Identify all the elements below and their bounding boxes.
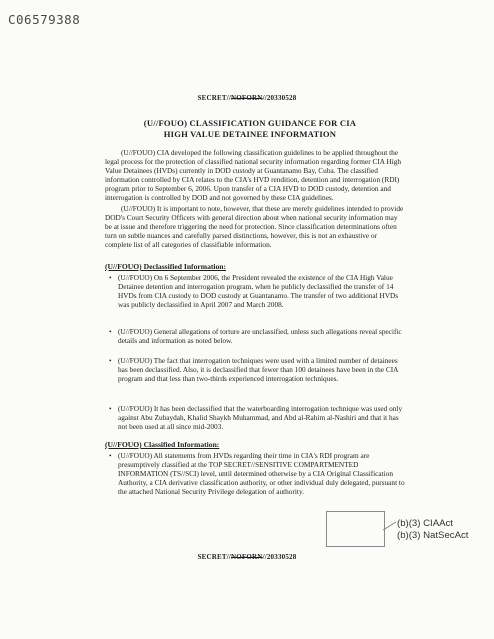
title-line-1: (U//FOUO) CLASSIFICATION GUIDANCE FOR CIA xyxy=(143,118,357,128)
marking-prefix: SECRET// xyxy=(197,94,232,102)
declassified-item xyxy=(109,327,406,346)
marking-strike: NOFORN xyxy=(231,553,263,561)
exemption-label-natsecact: (b)(3) NatSecAct xyxy=(397,530,469,541)
classification-marking-bottom xyxy=(0,553,494,561)
classification-marking-top xyxy=(0,94,494,102)
bullet-icon: • xyxy=(109,273,112,282)
redaction-box xyxy=(326,511,385,547)
bullet-icon: • xyxy=(109,451,112,460)
marking-suffix: //20330528 xyxy=(262,94,297,102)
classified-heading: (U//FOUO) Classified Information: xyxy=(105,440,220,449)
declassified-item xyxy=(109,356,406,384)
intro-p2-text: It is important to note, however, that these are merely guidelines intended to provide DOD's Court Security Officers with general direction about when national security information may be at issue and therefore triggering the need for protection. Since classification determinations often turn on subtle nuances and carefully parsed distinctions, however, this is not an exhaustive or complete list of all categories of classifiable information. xyxy=(105,204,404,250)
marking-suffix: //20330528 xyxy=(262,553,297,561)
classified-item-text: (U//FOUO) All statements from HVDs regarding their time in CIA's RDI program are presumptively classified at the TOP SECRET//SENSITIVE COMPARTMENTED INFORMATION (TS//SCI) level, until determined otherwise by a CIA Original Classification Authority, a CIA derivative classification authority, or other individual duly delegated, pursuant to the attached National Security Privilege delegation of authority. xyxy=(118,451,405,497)
declassified-item xyxy=(109,273,406,310)
classified-item xyxy=(109,451,406,497)
bullet-icon: • xyxy=(109,327,112,336)
declassified-item xyxy=(109,404,406,432)
document-title xyxy=(90,118,410,140)
declassified-item-text: (U//FOUO) On 6 September 2006, the President revealed the existence of the CIA High Value Detainee detention and interrogation program, when he publicly declassified the transfer of 14 HVDs from CIA custody to DOD custody at Guantanamo. The transfer of two additional HVDs was publicly declassified in April 2007 and March 2008. xyxy=(118,273,399,310)
declassified-item-text: (U//FOUO) General allegations of torture are unclassified, unless such allegations reveal specific details and information as noted below. xyxy=(118,327,402,346)
bullet-icon: • xyxy=(109,356,112,365)
declassified-item-text: (U//FOUO) It has been declassified that the waterboarding interrogation technique was used only against Abu Zubaydah, Khalid Shaykh Muhammad, and Abd al-Rahim al-Nashiri and that it has not been used at all since mid-2003. xyxy=(118,404,403,432)
intro-paragraph-1 xyxy=(105,148,405,203)
intro-p1-lead: (U//FOUO) xyxy=(121,148,156,157)
marking-strike: NOFORN xyxy=(231,94,263,102)
declassified-item-text: (U//FOUO) The fact that interrogation techniques were used with a limited number of detainees has been declassified. Also, it is declassified that fewer than 100 detainees have been in the CIA program and that less than two-thirds experienced interrogation techniques. xyxy=(118,356,399,384)
exemption-label-ciaact: (b)(3) CIAAct xyxy=(397,518,453,529)
marking-prefix: SECRET// xyxy=(197,553,232,561)
redaction-connector-icon xyxy=(383,520,397,534)
declassified-heading: (U//FOUO) Declassified Information: xyxy=(105,262,227,271)
bullet-icon: • xyxy=(109,404,112,413)
intro-paragraph-2 xyxy=(105,204,405,249)
title-line-2: HIGH VALUE DETAINEE INFORMATION xyxy=(163,129,337,139)
intro-p1-text: CIA developed the following classification guidelines to be applied throughout the legal process for the protection of classified national security information regarding former CIA High Value Detainees (HVDs) currently in DOD custody at Guantanamo Bay, Cuba. The classified information controlled by CIA relates to the CIA's HVD rendition, detention and interrogation (RDI) program prior to September 6, 2006. Upon transfer of a CIA HVD to DOD custody, detention and interrogation is controlled by DOD and not governed by these CIA guidelines. xyxy=(105,148,402,203)
document-id: C06579388 xyxy=(8,12,81,27)
intro-p2-lead: (U//FOUO) xyxy=(121,204,156,213)
